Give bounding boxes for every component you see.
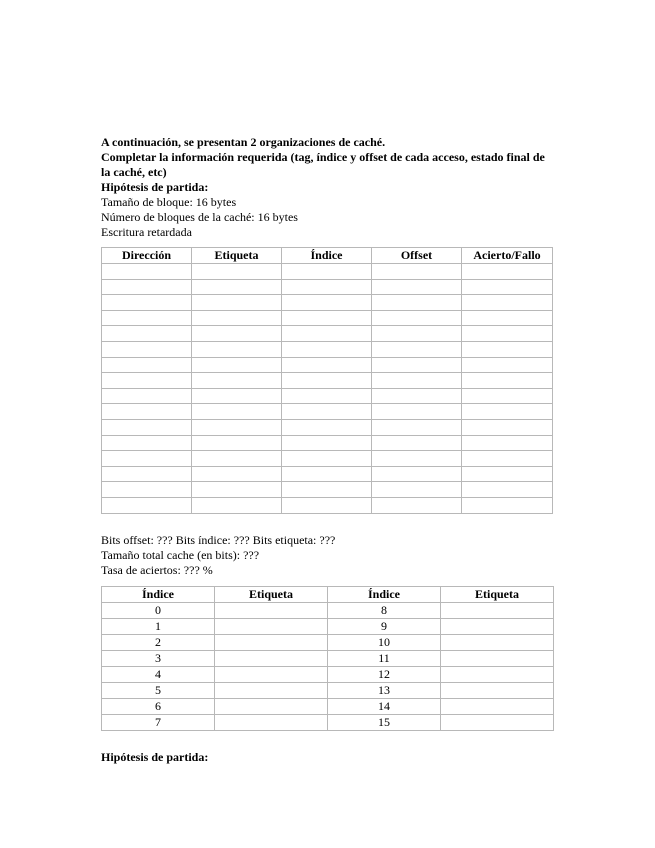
access-table-cell	[372, 279, 462, 295]
access-table-cell	[462, 482, 553, 498]
access-table-row	[102, 497, 553, 513]
access-table-cell	[462, 373, 553, 389]
cache-index-left: 4	[102, 666, 215, 682]
cache-tag-left	[215, 682, 328, 698]
access-table-cell	[282, 466, 372, 482]
access-table-cell	[192, 482, 282, 498]
access-table-row	[102, 310, 553, 326]
header-etiqueta: Etiqueta	[192, 248, 282, 264]
cache-index-right: 13	[328, 682, 441, 698]
access-table-cell	[462, 264, 553, 280]
access-table-cell	[192, 451, 282, 467]
cache-tag-left	[215, 666, 328, 682]
hit-rate-text: Tasa de aciertos: ??? %	[101, 562, 213, 577]
access-table-cell	[102, 279, 192, 295]
cache-index-left: 3	[102, 650, 215, 666]
header-indice-right: Índice	[328, 586, 441, 602]
access-table-row	[102, 435, 553, 451]
access-table-cell	[102, 295, 192, 311]
access-table-cell	[192, 435, 282, 451]
cache-index-right: 10	[328, 634, 441, 650]
cache-table-row	[102, 602, 554, 618]
cache-tag-right	[441, 618, 554, 634]
total-size-text: Tamaño total cache (en bits): ???	[101, 547, 260, 562]
cache-tag-right	[441, 714, 554, 730]
cache-index-left: 5	[102, 682, 215, 698]
access-table-cell	[192, 357, 282, 373]
access-table-cell	[372, 341, 462, 357]
cache-tag-left	[215, 650, 328, 666]
access-table-cell	[102, 357, 192, 373]
cache-index-right: 14	[328, 698, 441, 714]
access-table-cell	[462, 357, 553, 373]
cache-index-right: 12	[328, 666, 441, 682]
cache-index-left: 6	[102, 698, 215, 714]
access-table-cell	[192, 466, 282, 482]
cache-tag-left	[215, 634, 328, 650]
access-table-cell	[462, 326, 553, 342]
access-table-cell	[462, 435, 553, 451]
access-table-cell	[192, 326, 282, 342]
access-table-row	[102, 373, 553, 389]
cache-tag-left	[215, 618, 328, 634]
cache-index-right: 9	[328, 618, 441, 634]
access-table-cell	[462, 451, 553, 467]
access-table-row	[102, 264, 553, 280]
intro-line-2: Completar la información requerida (tag, índice y offset de cada acceso, estado final de la caché, etc)	[101, 150, 545, 179]
cache-tag-left	[215, 714, 328, 730]
access-table-cell	[462, 388, 553, 404]
access-table-row	[102, 295, 553, 311]
cache-tag-left	[215, 602, 328, 618]
access-table-cell	[102, 264, 192, 280]
access-table-cell	[192, 497, 282, 513]
access-table-cell	[192, 295, 282, 311]
cache-index-right: 8	[328, 602, 441, 618]
cache-index-right: 11	[328, 650, 441, 666]
access-table-cell	[282, 373, 372, 389]
access-table-cell	[282, 419, 372, 435]
access-table-cell	[372, 404, 462, 420]
cache-table-row	[102, 682, 554, 698]
access-table-row	[102, 404, 553, 420]
header-acierto-fallo: Acierto/Fallo	[462, 248, 553, 264]
access-table-row	[102, 466, 553, 482]
access-table-cell	[102, 451, 192, 467]
cache-tag-left	[215, 698, 328, 714]
access-table-cell	[282, 482, 372, 498]
access-table-cell	[372, 451, 462, 467]
access-table-cell	[102, 497, 192, 513]
access-table-cell	[282, 451, 372, 467]
access-table-cell	[462, 419, 553, 435]
access-table-cell	[192, 341, 282, 357]
cache-table-row	[102, 698, 554, 714]
access-table-cell	[462, 295, 553, 311]
access-table-row	[102, 482, 553, 498]
header-offset: Offset	[372, 248, 462, 264]
access-table-cell	[462, 466, 553, 482]
header-indice: Índice	[282, 248, 372, 264]
access-table-cell	[372, 435, 462, 451]
access-table-cell	[372, 466, 462, 482]
header-direccion: Dirección	[102, 248, 192, 264]
access-table-cell	[372, 295, 462, 311]
access-table-cell	[372, 326, 462, 342]
access-table-cell	[372, 310, 462, 326]
cache-tag-right	[441, 682, 554, 698]
access-table-cell	[282, 326, 372, 342]
hypothesis-title: Hipótesis de partida:	[101, 180, 209, 194]
access-table-cell	[192, 373, 282, 389]
cache-tag-right	[441, 666, 554, 682]
access-table-cell	[282, 295, 372, 311]
access-table-cell	[372, 357, 462, 373]
access-table-row	[102, 341, 553, 357]
access-table-cell	[192, 310, 282, 326]
access-table-cell	[192, 388, 282, 404]
document-page	[101, 135, 553, 765]
access-table-cell	[282, 388, 372, 404]
access-table-cell	[102, 435, 192, 451]
access-table-cell	[102, 373, 192, 389]
num-blocks-text: Número de bloques de la caché: 16 bytes	[101, 210, 298, 224]
access-table-cell	[462, 310, 553, 326]
access-table-cell	[192, 279, 282, 295]
cache-state-table	[101, 586, 554, 731]
cache-tag-right	[441, 602, 554, 618]
cache-table-row	[102, 634, 554, 650]
access-table-cell	[102, 482, 192, 498]
access-table-cell	[462, 497, 553, 513]
access-table-cell	[102, 310, 192, 326]
access-table-cell	[462, 279, 553, 295]
access-table-cell	[372, 419, 462, 435]
block-size-text: Tamaño de bloque: 16 bytes	[101, 195, 237, 209]
access-table-cell	[282, 357, 372, 373]
cache-table-header-row	[102, 586, 554, 602]
access-table-cell	[102, 466, 192, 482]
header-etiqueta-right: Etiqueta	[441, 586, 554, 602]
access-table-cell	[372, 497, 462, 513]
cache-index-left: 1	[102, 618, 215, 634]
access-table-cell	[282, 310, 372, 326]
access-table-cell	[372, 373, 462, 389]
access-table-cell	[282, 279, 372, 295]
access-table-cell	[282, 435, 372, 451]
access-table-cell	[282, 264, 372, 280]
access-table-header-row	[102, 248, 553, 264]
access-table-cell	[462, 341, 553, 357]
access-table-cell	[372, 388, 462, 404]
cache-index-right: 15	[328, 714, 441, 730]
intro-line-1: A continuación, se presentan 2 organizaciones de caché.	[101, 135, 386, 149]
access-table-cell	[372, 482, 462, 498]
write-policy-text: Escritura retardada	[101, 225, 192, 239]
bits-text: Bits offset: ??? Bits índice: ??? Bits etiqueta: ???	[101, 532, 336, 547]
cache-index-left: 7	[102, 714, 215, 730]
access-table-cell	[102, 341, 192, 357]
access-table-cell	[282, 341, 372, 357]
access-table-row	[102, 419, 553, 435]
access-table-cell	[372, 264, 462, 280]
access-table-cell	[102, 326, 192, 342]
access-table-cell	[192, 264, 282, 280]
cache-tag-right	[441, 650, 554, 666]
cache-table-row	[102, 714, 554, 730]
header-etiqueta-left: Etiqueta	[215, 586, 328, 602]
footer-hypothesis-title: Hipótesis de partida:	[101, 749, 209, 764]
header-indice-left: Índice	[102, 586, 215, 602]
access-table-row	[102, 326, 553, 342]
access-table-cell	[282, 404, 372, 420]
cache-table-row	[102, 650, 554, 666]
access-table-row	[102, 279, 553, 295]
access-table-row	[102, 451, 553, 467]
cache-index-left: 0	[102, 602, 215, 618]
cache-index-left: 2	[102, 634, 215, 650]
access-table-cell	[192, 404, 282, 420]
cache-table-row	[102, 666, 554, 682]
cache-tag-right	[441, 698, 554, 714]
access-table-cell	[282, 497, 372, 513]
access-table-cell	[102, 419, 192, 435]
access-table-cell	[462, 404, 553, 420]
cache-tag-right	[441, 634, 554, 650]
access-table	[101, 247, 553, 514]
access-table-cell	[102, 388, 192, 404]
access-table-row	[102, 357, 553, 373]
access-table-cell	[192, 419, 282, 435]
cache-table-row	[102, 618, 554, 634]
access-table-row	[102, 388, 553, 404]
access-table-cell	[102, 404, 192, 420]
